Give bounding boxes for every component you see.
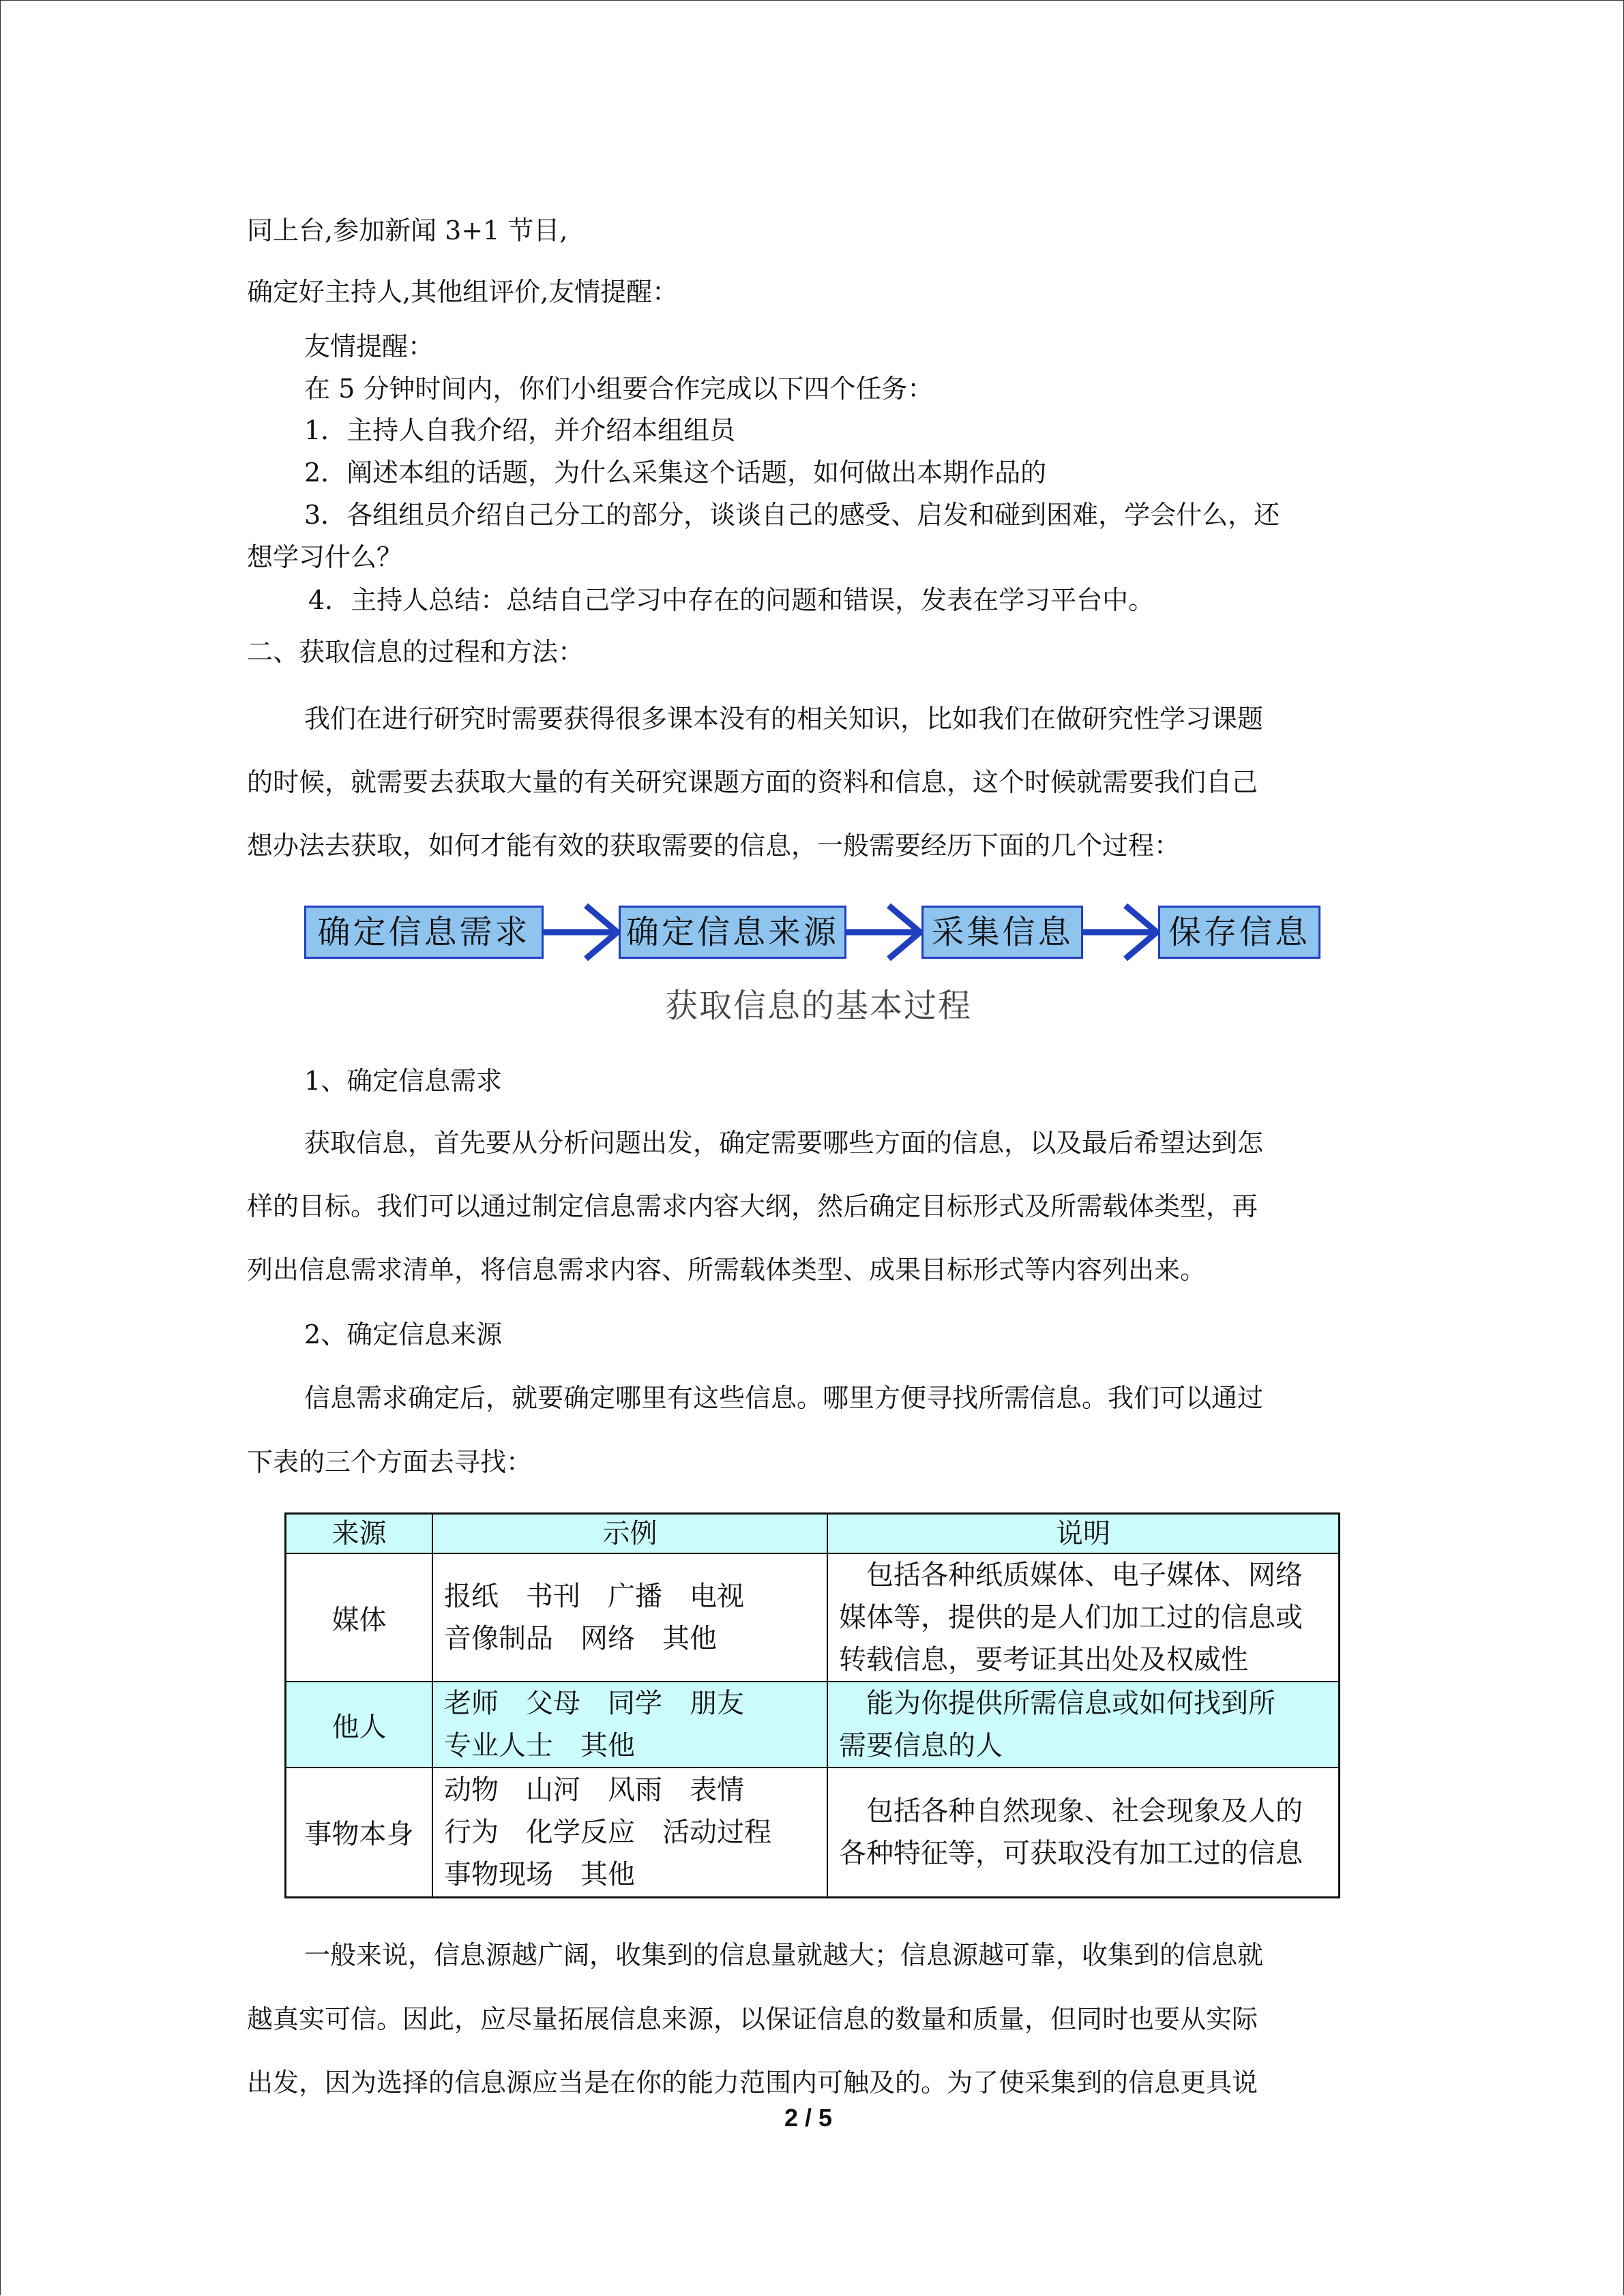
example-line: 事物现场 其他 [444,1858,635,1890]
flow-step: 保存信息 [1158,906,1320,959]
section-heading: 2、确定信息来源 [304,1320,503,1350]
flow-step: 采集信息 [921,906,1083,959]
flow-caption: 获取信息的基本过程 [665,987,973,1025]
description-cell [827,1682,1340,1768]
text-line: 越真实可信。因此，应尽量拓展信息来源，以保证信息的数量和质量，但同时也要从实际 [247,2004,1258,2034]
text-line: 样的目标。我们可以通过制定信息需求内容大纲，然后确定目标形式及所需载体类型，再 [247,1191,1258,1221]
text-line: 的时候，就需要去获取大量的有关研究课题方面的资料和信息，这个时候就需要我们自己 [247,767,1258,797]
info-source-table [284,1512,1340,1898]
column-header: 示例 [432,1514,827,1554]
description-line: 媒体等，提供的是人们加工过的信息或 [839,1602,1303,1633]
table-row [286,1768,1340,1897]
example-line: 报纸 书刊 广播 电视 [444,1581,744,1612]
description-line: 转载信息，要考证其出处及权威性 [839,1644,1248,1675]
text-line: 出发，因为选择的信息源应当是在你的能力范围内可触及的。为了使采集到的信息更具说 [247,2068,1258,2098]
page-number: 2 / 5 [784,2104,833,2132]
text-line: 信息需求确定后，就要确定哪里有这些信息。哪里方便寻找所需信息。我们可以通过 [304,1383,1264,1413]
example-line: 老师 父母 同学 朋友 [444,1688,744,1719]
example-line: 专业人士 其他 [444,1730,635,1761]
description-line: 需要信息的人 [839,1730,1003,1761]
arrow-right-icon [1083,900,1162,966]
table-row [286,1682,1340,1768]
description-line: 包括各种纸质媒体、电子媒体、网络 [839,1560,1303,1591]
source-cell: 媒体 [286,1553,433,1682]
list-item: 2．阐述本组的话题，为什么采集这个话题，如何做出本期作品的 [304,458,1047,488]
column-header: 说明 [827,1514,1340,1554]
example-line: 音像制品 网络 其他 [444,1623,717,1654]
source-cell: 事物本身 [286,1768,433,1897]
description-line: 各种特征等，可获取没有加工过的信息 [839,1837,1303,1869]
description-cell [827,1553,1340,1682]
process-flow-diagram [304,900,1320,961]
list-item: 3．各组组员介绍自己分工的部分，谈谈自己的感受、启发和碰到困难，学会什么，还 [304,500,1280,530]
table-row [286,1553,1340,1682]
source-cell: 他人 [286,1682,433,1768]
description-cell [827,1768,1340,1897]
text-line: 想办法去获取，如何才能有效的获取需要的信息，一般需要经历下面的几个过程： [247,831,1181,861]
text-line: 友情提醒： [304,331,434,361]
description-line: 包括各种自然现象、社会现象及人的 [839,1795,1303,1827]
examples-cell [432,1682,827,1768]
examples-cell [432,1768,827,1897]
text-line: 获取信息，首先要从分析问题出发，确定需要哪些方面的信息，以及最后希望达到怎 [304,1128,1264,1158]
flow-step: 确定信息需求 [304,906,544,959]
description-line: 能为你提供所需信息或如何找到所 [839,1688,1275,1719]
text-line: 想学习什么？ [247,542,403,572]
text-line: 确定好主持人,其他组评价,友情提醒： [247,277,679,307]
arrow-right-icon [544,900,623,966]
example-line: 动物 山河 风雨 表情 [444,1774,744,1806]
list-item: 1．主持人自我介绍，并介绍本组组员 [304,415,736,445]
text-line: 一般来说，信息源越广阔，收集到的信息量就越大；信息源越可靠，收集到的信息就 [304,1940,1264,1970]
table-header-row [286,1514,1340,1554]
section-heading: 二、获取信息的过程和方法： [247,637,585,667]
text-line: 同上台,参加新闻 3+1 节目, [247,215,568,245]
text-line: 下表的三个方面去寻找： [247,1447,533,1477]
text-line: 列出信息需求清单，将信息需求内容、所需载体类型、成果目标形式等内容列出来。 [247,1255,1207,1285]
list-item: 4．主持人总结：总结自己学习中存在的问题和错误，发表在学习平台中。 [308,585,1155,615]
flow-step: 确定信息来源 [619,906,846,959]
examples-cell [432,1553,827,1682]
text-line: 在 5 分钟时间内，你们小组要合作完成以下四个任务： [304,374,934,404]
arrow-right-icon [846,900,926,966]
section-heading: 1、确定信息需求 [304,1066,503,1096]
column-header: 来源 [286,1514,433,1554]
text-line: 我们在进行研究时需要获得很多课本没有的相关知识，比如我们在做研究性学习课题 [304,704,1264,734]
example-line: 行为 化学反应 活动过程 [444,1816,771,1848]
